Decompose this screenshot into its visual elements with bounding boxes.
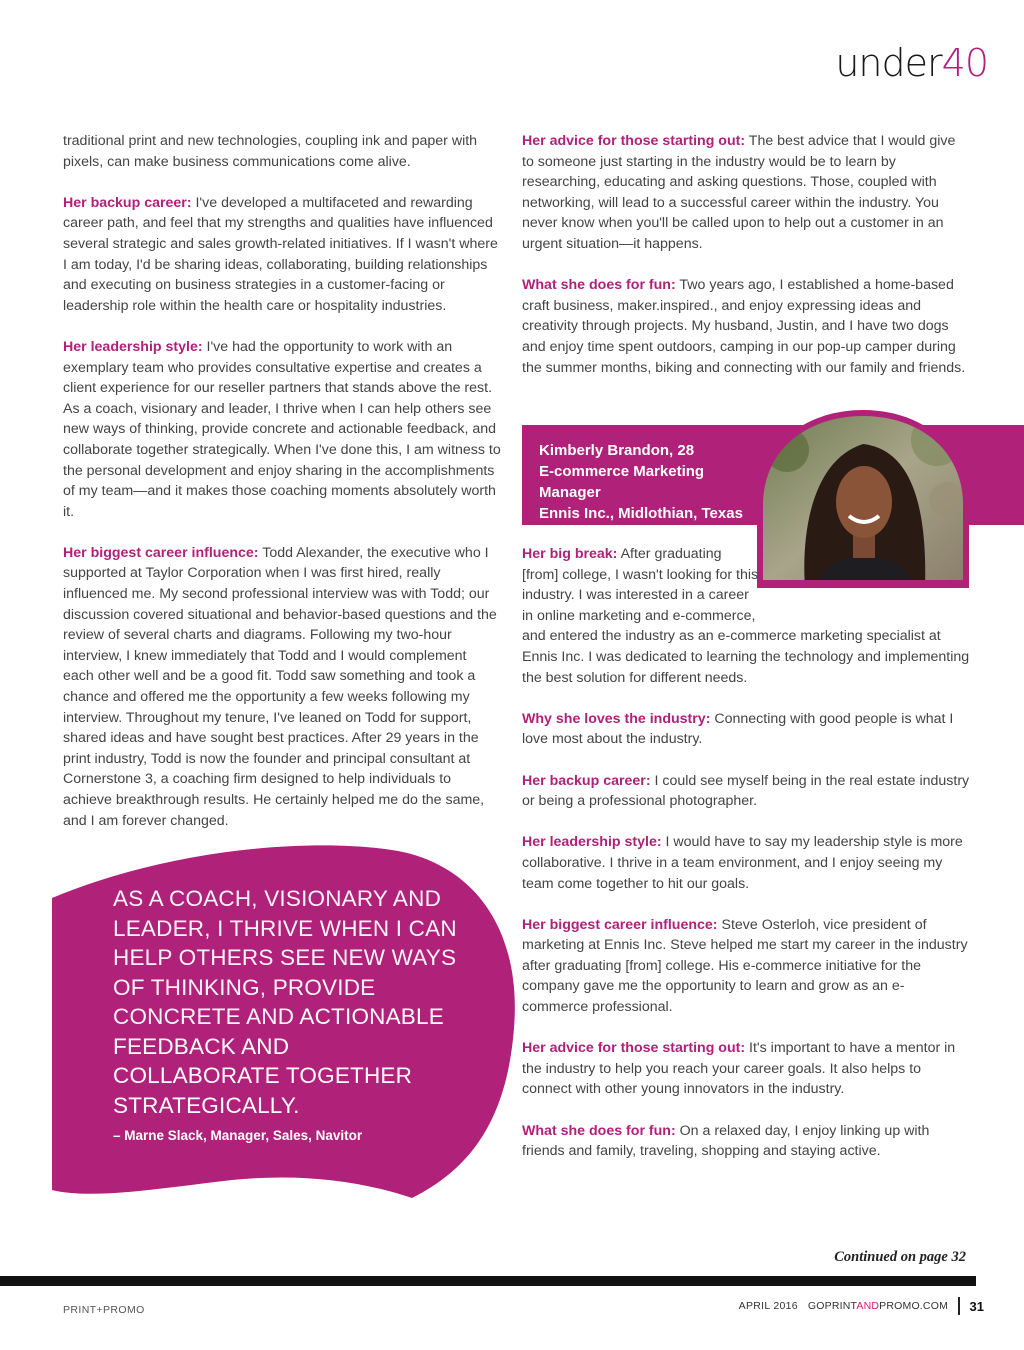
paragraph: Her advice for those starting out: It's important to have a mentor in the industry to help you reach your career goals. It also helps to connect with other young innovators in the industry. [522, 1040, 956, 1098]
paragraph-lead: Her big break: [522, 546, 618, 562]
paragraph: What she does for fun: Two years ago, I established a home-based craft business, maker.inspired., and enjoy expressing ideas and creativity through projects. My husband, Justin, and I have two dogs and enjoy time spent outdoors, camping in our pop-up camper during the summer months, biking and connecting with our family and friends. [522, 277, 966, 376]
left-column [63, 131, 501, 852]
pull-quote [113, 884, 458, 1120]
profile-title-line1: E-commerce Marketing [539, 463, 705, 480]
paragraph: Her leadership style: I've had the opportunity to work with an exemplary team who provides consultative expertise and creates a client experience for our reseller partners that stands above the rest. As a coach, visionary and leader, I thrive when I can help others see new ways of thinking, provide concrete and actionable feedback, and collaborate together strategically. When I've done this, I am witness to the personal development and enjoy sharing in the accomplishments of my team—and it makes those coaching moments absolutely worth it. [63, 338, 501, 520]
paragraph: Her biggest career influence: Steve Osterloh, vice president of marketing at Ennis Inc. Steve helped me start my career in the industry after graduating [from] college. His e-commerce initiative for the company gave me the opportunity to learn and grow as an e-commerce professional. [522, 916, 968, 1016]
profile-caption [539, 440, 769, 524]
paragraph-lead: Her advice for those starting out: [522, 133, 746, 149]
profile-name: Kimberly Brandon, 28 [539, 442, 695, 459]
paragraph-lead: Her leadership style: [63, 338, 203, 355]
section-brand [835, 41, 988, 85]
paragraph: Her big break: After graduating [from] college, I wasn't looking for this industry. I was interested in a career in online marketing and e-commerce, and entered the industry as an e-commerce marketing specialist at Ennis Inc. I was dedicated to learning the technology and implementing the best solution for different needs. [522, 546, 970, 686]
profile-title-line2: Manager [539, 484, 601, 501]
footer-site: GOPRINTANDPROMO.COM [807, 1300, 949, 1312]
photo-wrap-spacer [760, 544, 970, 624]
page-number: 31 [969, 1298, 984, 1314]
paragraph: Her biggest career influence: Todd Alexander, the executive who I supported at Taylor Corporation when I was first hired, really influenced me. My second professional interview was with Todd; our discussion covered situational and behavior-based questions and the review of several charts and diagrams. Following my two-hour interview, I knew immediately that Todd and I would complement each other well and be a good fit. Todd saw something and took a chance and offered me the opportunity a few weeks following my interview. Throughout my tenure, I've leaned on Todd for support, shared ideas and have sought best practices. After 29 years in the print industry, Todd is now the founder and principal consultant at Cornerstone 3, a coaching firm designed to help individuals to achieve breakthrough results. He certainly helped me do the same, and I am forever changed. [63, 544, 497, 829]
paragraph: Why she loves the industry: Connecting with good people is what I love most about the industry. [522, 710, 954, 748]
footer-divider [958, 1297, 960, 1315]
paragraph: Her leadership style: I would have to say my leadership style is more collaborative. I thrive in a team environment, and I enjoy seeing my team come together to hit our goals. [522, 834, 963, 892]
footer-publication: PRINT+PROMO [63, 1304, 145, 1316]
paragraph-lead: Her leadership style: [522, 834, 662, 851]
pull-quote-attribution: – Marne Slack, Manager, Sales, Navitor [113, 1128, 363, 1143]
paragraph: What she does for fun: On a relaxed day, I enjoy linking up with friends and family, traveling, shopping and staying active. [522, 1122, 930, 1160]
pull-quote-part1: AS A COACH, VISIONARY AND LEADER, I THRIVE WHEN I CAN HELP OTHERS SEE NEW WAYS OF THINKING, PROVIDE CONCRETE AND [113, 886, 457, 1029]
footer-rule [0, 1276, 976, 1286]
paragraph: Her backup career: I've developed a multifaceted and rewarding career path, and feel that my strengths and qualities have influenced several strategic and sales growth-related initiatives. If I wasn't where I am today, I'd be sharing ideas, collaborating, building relationships and executing on business strategies in a customer-facing or leadership role within the health care or hospitality industries. [63, 194, 498, 314]
continued-note: Continued on page 32 [834, 1249, 966, 1265]
paragraph: Her advice for those starting out: The best advice that I would give to someone just starting in the industry would be to learn by researching, educating and asking questions. Those, coupled with networking, will lead to a successful career within the industry. You never know when you'll be called upon to help out a customer in an urgent situation—it happens. [522, 133, 956, 252]
paragraph-lead: What she does for fun: [522, 1122, 676, 1139]
profile-company: Ennis Inc., Midlothian, Texas [539, 505, 743, 522]
paragraph-lead: Her biggest career influence: [522, 916, 718, 933]
brand-number: 40 [941, 41, 988, 85]
paragraph-lead: Her backup career: [63, 194, 192, 211]
footer-date: APRIL 2016 [738, 1300, 798, 1312]
paragraph-lead: Her advice for those starting out: [522, 1040, 746, 1057]
paragraph-lead: Her biggest career influence: [63, 544, 259, 561]
paragraph-lead: What she does for fun: [522, 277, 676, 294]
paragraph: traditional print and new technologies, coupling ink and paper with pixels, can make business communications come alive. [63, 133, 478, 170]
paragraph-lead: Her backup career: [522, 772, 651, 789]
paragraph: Her backup career: I could see myself being in the real estate industry or being a professional photographer. [522, 772, 970, 810]
right-column-bottom [522, 544, 970, 1182]
brand-word: under [835, 41, 942, 85]
right-column-top [522, 131, 970, 399]
paragraph-lead: Why she loves the industry: [522, 710, 711, 727]
footer-info [739, 1297, 984, 1315]
pull-quote-part2: ACTIONABLE FEEDBACK AND COLLABORATE TOGETHER STRATEGICALLY. [113, 1004, 444, 1118]
